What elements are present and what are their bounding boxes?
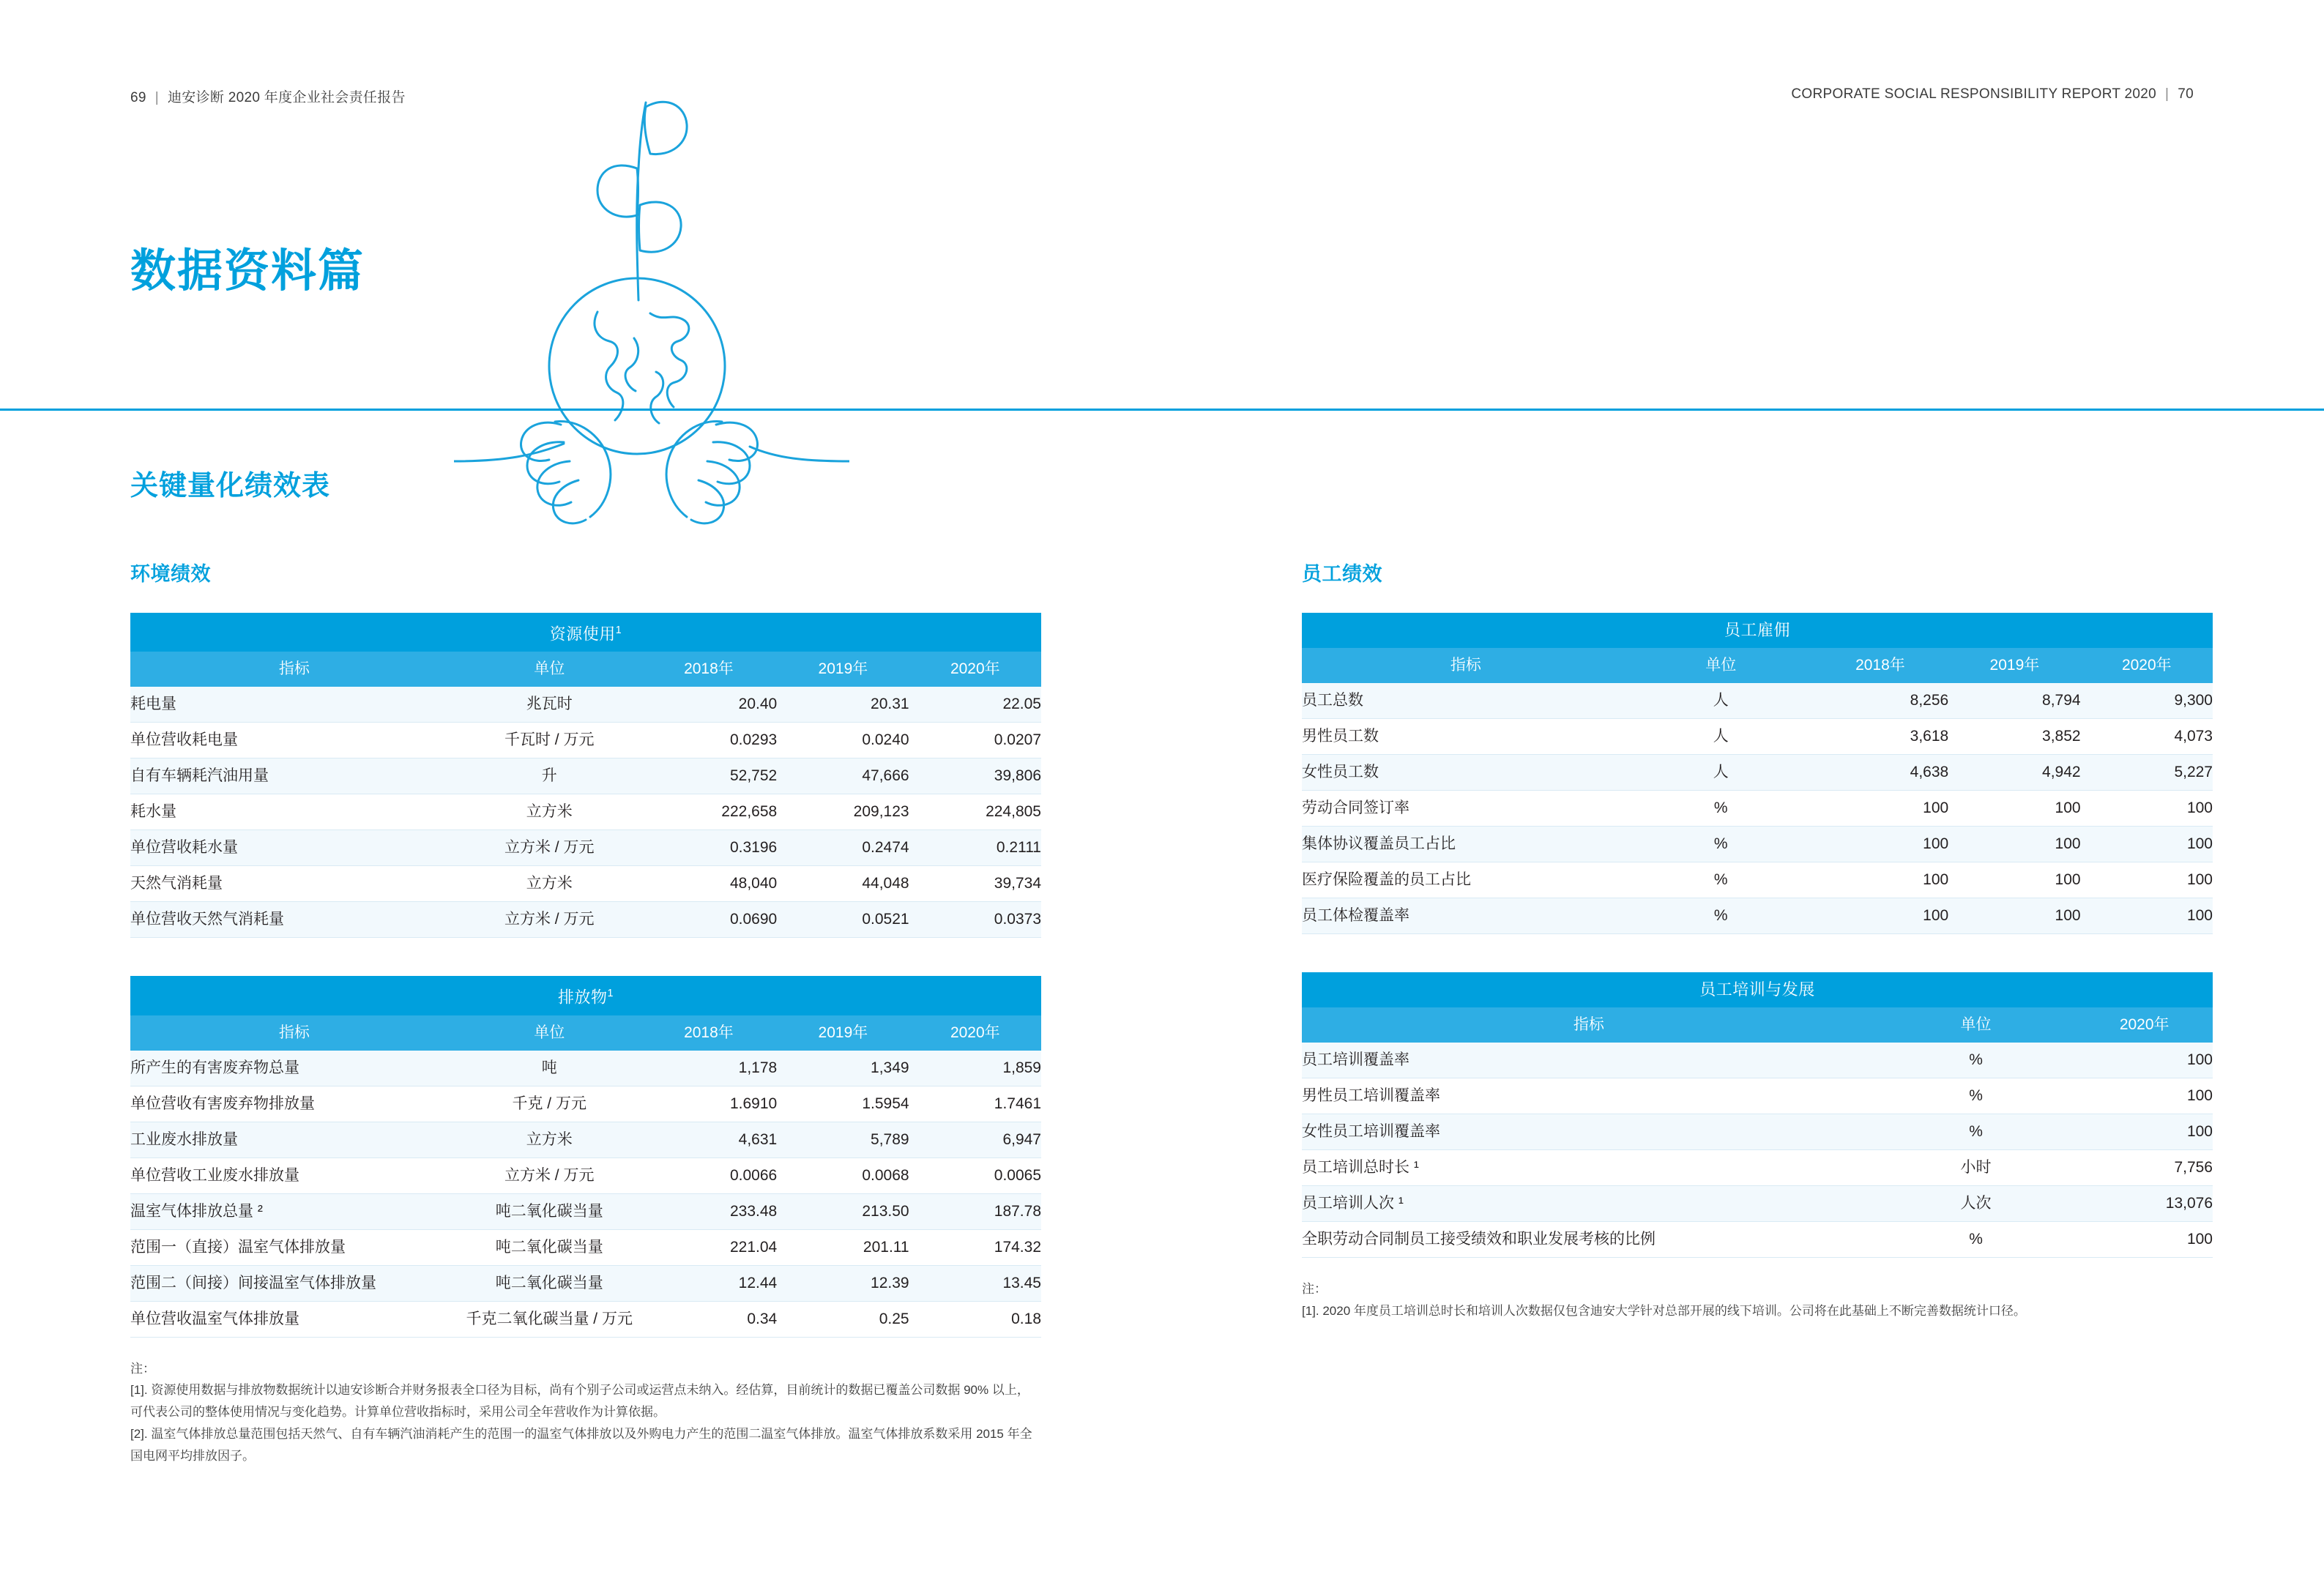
training-table <box>1302 972 2213 1258</box>
table-row <box>1302 791 2213 827</box>
col-unit: 单位 <box>458 1015 641 1051</box>
col-2019: 2019年 <box>1948 648 2080 683</box>
note-item: [1]. 资源使用数据与排放物数据统计以迪安诊断合并财务报表全口径为目标，尚有个别子公司或运营点未纳入。经估算，目前统计的数据已覆盖公司数据 90% 以上，可代表公司的整体使用情况与变化趋势。计算单位营收指标时，采用公司全年营收作为计算依据。 <box>130 1383 1029 1420</box>
cell-2020: 0.0373 <box>909 902 1041 938</box>
cell-2020: 100 <box>2081 791 2213 827</box>
table-row <box>1302 898 2213 934</box>
col-2018: 2018年 <box>641 652 778 687</box>
resource-use-table <box>130 613 1041 938</box>
cell-2019: 1.5954 <box>777 1086 909 1122</box>
cell-indicator: 劳动合同签订率 <box>1302 791 1630 827</box>
cell-2019: 0.2474 <box>777 830 909 866</box>
cell-unit: 千克二氧化碳当量 / 万元 <box>458 1301 641 1337</box>
employment-table <box>1302 613 2213 934</box>
table-row <box>130 794 1041 830</box>
cell-indicator: 员工培训人次 ¹ <box>1302 1186 1876 1222</box>
table-row <box>1302 719 2213 755</box>
cell-2018: 52,752 <box>641 758 778 794</box>
cell-unit: 立方米 <box>458 794 641 830</box>
cell-2019: 100 <box>1948 898 2080 934</box>
cell-unit: 吨二氧化碳当量 <box>458 1193 641 1229</box>
cell-2020: 13.45 <box>909 1265 1041 1301</box>
environment-notes <box>130 1358 1041 1467</box>
cell-2018: 1,178 <box>641 1051 778 1086</box>
cell-unit: 兆瓦时 <box>458 687 641 723</box>
cell-indicator: 男性员工培训覆盖率 <box>1302 1078 1876 1114</box>
cell-2018: 100 <box>1812 862 1949 898</box>
table-row <box>130 1301 1041 1337</box>
cell-2018: 100 <box>1812 791 1949 827</box>
cell-indicator: 工业废水排放量 <box>130 1122 458 1157</box>
emissions-table-title: 排放物$^1$ <box>130 976 1041 1015</box>
cell-2019: 3,852 <box>1948 719 2080 755</box>
table-row <box>130 723 1041 758</box>
cell-indicator: 单位营收耗电量 <box>130 723 458 758</box>
cell-2018: 0.34 <box>641 1301 778 1337</box>
cell-2020: 7,756 <box>2076 1150 2213 1186</box>
cell-2020: 0.2111 <box>909 830 1041 866</box>
table-row <box>130 1229 1041 1265</box>
emissions-table <box>130 976 1041 1337</box>
cell-indicator: 员工培训覆盖率 <box>1302 1043 1876 1078</box>
table-row <box>130 866 1041 902</box>
col-indicator: 指标 <box>1302 648 1630 683</box>
header-right <box>1791 86 2194 102</box>
cell-2020: 224,805 <box>909 794 1041 830</box>
cell-2020: 22.05 <box>909 687 1041 723</box>
table-title-row <box>130 613 1041 652</box>
cell-2019: 12.39 <box>777 1265 909 1301</box>
cell-unit: 吨二氧化碳当量 <box>458 1265 641 1301</box>
cell-unit: % <box>1876 1043 2077 1078</box>
cell-2019: 0.0240 <box>777 723 909 758</box>
cell-2020: 1,859 <box>909 1051 1041 1086</box>
cell-unit: 立方米 / 万元 <box>458 830 641 866</box>
cell-2018: 222,658 <box>641 794 778 830</box>
cell-unit: 立方米 <box>458 1122 641 1157</box>
cell-unit: 立方米 <box>458 866 641 902</box>
cell-indicator: 女性员工培训覆盖率 <box>1302 1114 1876 1150</box>
table-row <box>1302 862 2213 898</box>
cell-2018: 4,638 <box>1812 755 1949 791</box>
cell-indicator: 单位营收天然气消耗量 <box>130 902 458 938</box>
col-indicator: 指标 <box>1302 1007 1876 1043</box>
cell-indicator: 范围一（直接）温室气体排放量 <box>130 1229 458 1265</box>
table-title-row <box>1302 972 2213 1007</box>
cell-2020: 100 <box>2081 862 2213 898</box>
col-2020: 2020年 <box>2081 648 2213 683</box>
table-row <box>1302 1078 2213 1114</box>
cell-2018: 233.48 <box>641 1193 778 1229</box>
cell-2018: 0.0066 <box>641 1157 778 1193</box>
resource-use-table-title: 资源使用$^1$ <box>130 613 1041 652</box>
header-left <box>130 86 406 106</box>
cell-2019: 44,048 <box>777 866 909 902</box>
table-header-row <box>130 1015 1041 1051</box>
table-spacer <box>1302 934 2213 972</box>
notes-label: 注： <box>130 1361 155 1376</box>
cell-2020: 5,227 <box>2081 755 2213 791</box>
table-header-row <box>1302 648 2213 683</box>
table-row <box>130 1086 1041 1122</box>
cell-unit: 千瓦时 / 万元 <box>458 723 641 758</box>
cell-indicator: 天然气消耗量 <box>130 866 458 902</box>
cell-2018: 221.04 <box>641 1229 778 1265</box>
employee-performance-heading: 员工绩效 <box>1302 563 1382 585</box>
cell-unit: 立方米 / 万元 <box>458 902 641 938</box>
table-header-row <box>1302 1007 2213 1043</box>
header-left-text: 迪安诊断 2020 年度企业社会责任报告 <box>167 90 406 105</box>
table-row <box>1302 755 2213 791</box>
cell-2020: 39,734 <box>909 866 1041 902</box>
cell-unit: 人次 <box>1876 1186 2077 1222</box>
cell-2020: 0.0207 <box>909 723 1041 758</box>
cell-2020: 100 <box>2076 1043 2213 1078</box>
cell-unit: % <box>1630 791 1812 827</box>
cell-unit: 人 <box>1630 683 1812 719</box>
cell-indicator: 耗水量 <box>130 794 458 830</box>
col-unit: 单位 <box>1630 648 1812 683</box>
cell-indicator: 单位营收耗水量 <box>130 830 458 866</box>
col-2018: 2018年 <box>1812 648 1949 683</box>
cell-2020: 187.78 <box>909 1193 1041 1229</box>
col-2019: 2019年 <box>777 1015 909 1051</box>
cell-2020: 0.18 <box>909 1301 1041 1337</box>
cell-2019: 209,123 <box>777 794 909 830</box>
cell-2019: 201.11 <box>777 1229 909 1265</box>
cell-unit: 升 <box>458 758 641 794</box>
cell-unit: % <box>1876 1222 2077 1258</box>
cell-2020: 9,300 <box>2081 683 2213 719</box>
note-item: [2]. 温室气体排放总量范围包括天然气、自有车辆汽油消耗产生的范围一的温室气体排放以及外购电力产生的范围二温室气体排放。温室气体排放系数采用 2015 年全国电网平均排放因子。 <box>130 1426 1032 1463</box>
cell-2020: 100 <box>2081 827 2213 862</box>
cell-2018: 48,040 <box>641 866 778 902</box>
table-title-row <box>1302 613 2213 648</box>
notes-label: 注： <box>1302 1282 1327 1296</box>
cell-2018: 0.3196 <box>641 830 778 866</box>
cell-indicator: 单位营收工业废水排放量 <box>130 1157 458 1193</box>
cell-2019: 100 <box>1948 791 2080 827</box>
table-row <box>1302 1186 2213 1222</box>
cell-unit: 人 <box>1630 755 1812 791</box>
environment-performance-column <box>130 558 1041 1466</box>
cell-2020: 4,073 <box>2081 719 2213 755</box>
cell-indicator: 员工体检覆盖率 <box>1302 898 1630 934</box>
cell-2020: 1.7461 <box>909 1086 1041 1122</box>
cell-2019: 100 <box>1948 827 2080 862</box>
cell-2019: 4,942 <box>1948 755 2080 791</box>
cell-indicator: 自有车辆耗汽油用量 <box>130 758 458 794</box>
cell-2018: 100 <box>1812 898 1949 934</box>
header-separator-left: | <box>154 90 159 105</box>
table-row <box>130 758 1041 794</box>
table-row <box>130 1265 1041 1301</box>
cell-2018: 12.44 <box>641 1265 778 1301</box>
cell-unit: 人 <box>1630 719 1812 755</box>
table-row <box>1302 1114 2213 1150</box>
cell-unit: 小时 <box>1876 1150 2077 1186</box>
col-unit: 单位 <box>1876 1007 2077 1043</box>
table-row <box>130 1193 1041 1229</box>
page-number-right: 70 <box>2178 86 2194 102</box>
col-indicator: 指标 <box>130 652 458 687</box>
employment-table-title: 员工雇佣 <box>1302 613 2213 648</box>
cell-2018: 20.40 <box>641 687 778 723</box>
table-row <box>1302 1222 2213 1258</box>
employee-performance-column <box>1302 558 2213 1322</box>
table-spacer <box>130 938 1041 976</box>
cell-2020: 6,947 <box>909 1122 1041 1157</box>
cell-2019: 5,789 <box>777 1122 909 1157</box>
cell-2018: 3,618 <box>1812 719 1949 755</box>
table-row <box>130 830 1041 866</box>
table-row <box>130 1122 1041 1157</box>
table-row <box>130 687 1041 723</box>
col-2018: 2018年 <box>641 1015 778 1051</box>
cell-2020: 0.0065 <box>909 1157 1041 1193</box>
cell-2018: 1.6910 <box>641 1086 778 1122</box>
cell-2020: 100 <box>2076 1114 2213 1150</box>
accent-divider <box>0 409 2324 411</box>
cell-indicator: 男性员工数 <box>1302 719 1630 755</box>
cell-2019: 47,666 <box>777 758 909 794</box>
table-row <box>130 1157 1041 1193</box>
cell-indicator: 单位营收温室气体排放量 <box>130 1301 458 1337</box>
cell-2019: 0.25 <box>777 1301 909 1337</box>
note-item: [1]. 2020 年度员工培训总时长和培训人次数据仅包含迪安大学针对总部开展的线下培训。公司将在此基础上不断完善数据统计口径。 <box>1302 1303 2026 1318</box>
sprout-globe-hands-illustration-icon <box>454 81 849 527</box>
cell-unit: 吨二氧化碳当量 <box>458 1229 641 1265</box>
cell-2018: 8,256 <box>1812 683 1949 719</box>
cell-2019: 8,794 <box>1948 683 2080 719</box>
cell-2020: 39,806 <box>909 758 1041 794</box>
cell-unit: % <box>1630 827 1812 862</box>
table-row <box>1302 1150 2213 1186</box>
table-row <box>1302 827 2213 862</box>
table-title-row <box>130 976 1041 1015</box>
cell-indicator: 全职劳动合同制员工接受绩效和职业发展考核的比例 <box>1302 1222 1876 1258</box>
table-header-row <box>130 652 1041 687</box>
header-right-text: CORPORATE SOCIAL RESPONSIBILITY REPORT 2020 <box>1791 86 2157 102</box>
cell-2020: 100 <box>2076 1222 2213 1258</box>
cell-2019: 0.0068 <box>777 1157 909 1193</box>
table-row <box>1302 1043 2213 1078</box>
cell-unit: 千克 / 万元 <box>458 1086 641 1122</box>
cell-indicator: 单位营收有害废弃物排放量 <box>130 1086 458 1122</box>
table-row <box>130 902 1041 938</box>
page-number-left: 69 <box>130 90 146 105</box>
col-2020: 2020年 <box>909 1015 1041 1051</box>
cell-unit: 吨 <box>458 1051 641 1086</box>
cell-2019: 20.31 <box>777 687 909 723</box>
cell-2018: 0.0293 <box>641 723 778 758</box>
header-separator-right: | <box>2165 86 2170 102</box>
employee-notes <box>1302 1278 2213 1322</box>
cell-2019: 100 <box>1948 862 2080 898</box>
cell-indicator: 医疗保险覆盖的员工占比 <box>1302 862 1630 898</box>
table-row <box>130 1051 1041 1086</box>
cell-unit: 立方米 / 万元 <box>458 1157 641 1193</box>
page-subtitle: 关键量化绩效表 <box>130 471 331 502</box>
cell-unit: % <box>1876 1078 2077 1114</box>
cell-2020: 100 <box>2076 1078 2213 1114</box>
col-unit: 单位 <box>458 652 641 687</box>
cell-indicator: 耗电量 <box>130 687 458 723</box>
col-2019: 2019年 <box>777 652 909 687</box>
cell-2020: 100 <box>2081 898 2213 934</box>
cell-indicator: 员工培训总时长 ¹ <box>1302 1150 1876 1186</box>
cell-2018: 100 <box>1812 827 1949 862</box>
col-2020: 2020年 <box>909 652 1041 687</box>
cell-2019: 1,349 <box>777 1051 909 1086</box>
training-table-title: 员工培训与发展 <box>1302 972 2213 1007</box>
cell-2020: 13,076 <box>2076 1186 2213 1222</box>
cell-indicator: 所产生的有害废弃物总量 <box>130 1051 458 1086</box>
col-2020: 2020年 <box>2076 1007 2213 1043</box>
cell-2019: 213.50 <box>777 1193 909 1229</box>
cell-indicator: 女性员工数 <box>1302 755 1630 791</box>
table-row <box>1302 683 2213 719</box>
cell-indicator: 员工总数 <box>1302 683 1630 719</box>
cell-unit: % <box>1630 898 1812 934</box>
cell-indicator: 集体协议覆盖员工占比 <box>1302 827 1630 862</box>
cell-2019: 0.0521 <box>777 902 909 938</box>
col-indicator: 指标 <box>130 1015 458 1051</box>
page-title: 数据资料篇 <box>130 246 365 297</box>
environment-performance-heading: 环境绩效 <box>130 563 211 585</box>
cell-2020: 174.32 <box>909 1229 1041 1265</box>
cell-2018: 0.0690 <box>641 902 778 938</box>
cell-unit: % <box>1630 862 1812 898</box>
cell-unit: % <box>1876 1114 2077 1150</box>
cell-2018: 4,631 <box>641 1122 778 1157</box>
cell-indicator: 范围二（间接）间接温室气体排放量 <box>130 1265 458 1301</box>
cell-indicator: 温室气体排放总量 ² <box>130 1193 458 1229</box>
